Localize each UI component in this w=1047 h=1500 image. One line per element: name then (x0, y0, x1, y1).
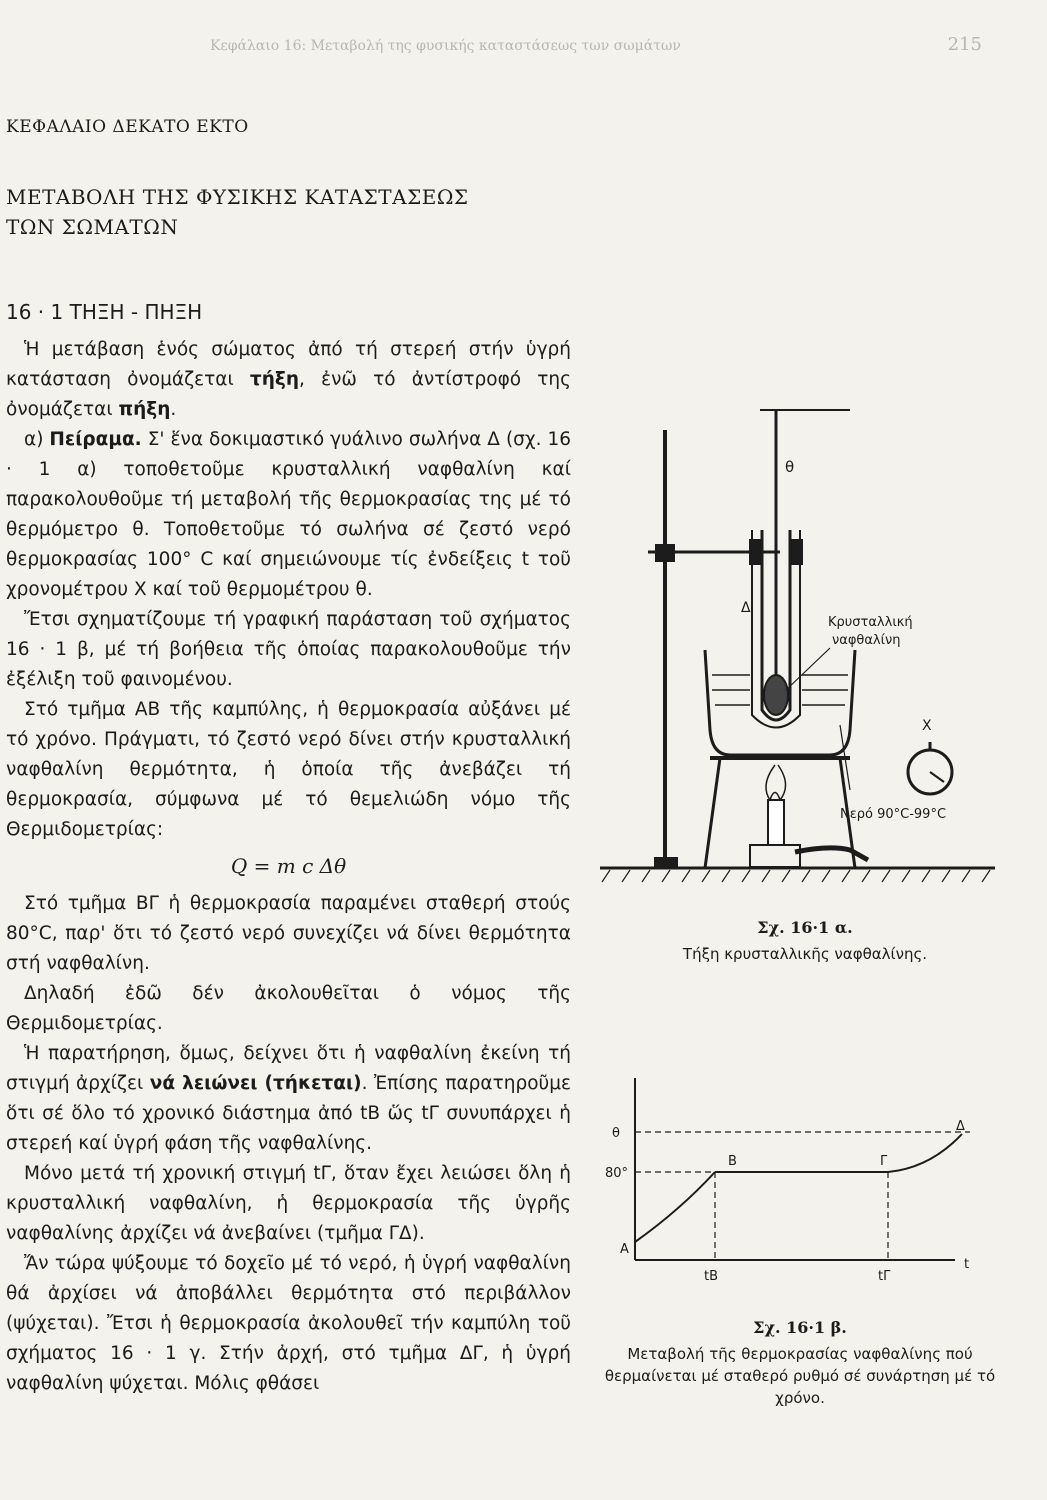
page-number: 215 (947, 34, 982, 55)
running-head: Κεφάλαιο 16: Μεταβολή της φυσικής καταστάσεως των σωμάτων (210, 38, 681, 54)
stand-base (655, 858, 677, 868)
figure-1b-caption-title: Σχ. 16·1 β. (753, 1318, 847, 1337)
label-stopwatch: Χ (922, 718, 932, 734)
figure-1a-caption-title: Σχ. 16·1 α. (757, 918, 853, 937)
term-solidification: πήξη (118, 399, 171, 420)
label-g: Γ (880, 1154, 888, 1169)
term-melts: νά λειώνει (τήκεται) (149, 1073, 362, 1094)
stopwatch-hand (930, 772, 944, 782)
gas-hose (795, 848, 868, 860)
chapter-label: ΚΕΦΑΛΑΙΟ ΔΕΚΑΤΟ ΕΚΤΟ (6, 117, 249, 137)
paragraph-cooling: Ἄν τώρα ψύξουμε τό δοχεῖο μέ τό νερό, ἡ ὑγρή ναφθαλίνη θά ἀρχίσει νά ἀποβάλλει θερμότητα στό περιβάλλον (ψύχεται). Ἔτσι ἡ θερμοκρασία ἀκολουθεῖ τήν καμπύλη τοῦ σχήματος 16 · 1 γ. Στήν ἀρχή, στό τμῆμα ΔΓ, ἡ ὑγρή ναφθαλίνη ψύχεται. Μόλις φθάσει (6, 1253, 571, 1394)
tripod-leg-left (705, 758, 720, 868)
curve-ab (635, 1172, 715, 1242)
equation-calorimetry: Q = m c Δθ (230, 854, 347, 878)
y-label-theta: θ (612, 1126, 620, 1141)
label-naphthalene-2: ναφθαλίνη (832, 633, 901, 648)
running-header (170, 34, 1000, 60)
figure-apparatus (600, 390, 1010, 900)
burner-tube (768, 800, 784, 845)
label-delta: Δ (741, 600, 751, 616)
x-label-t: t (964, 1257, 970, 1272)
figure-1b-caption (600, 1318, 1000, 1409)
leader-naphthalene (786, 648, 830, 690)
paragraph-segment-ab: Στό τμῆμα ΑΒ τῆς καμπύλης, ἡ θερμοκρασία αὐξάνει μέ τό χρόνο. Πράγματι, τό ζεστό νερό δίνει στήν κρυσταλλική ναφθαλίνη θερμότητα, ἡ ὁποία τῆς ἀνεβάζει τή θερμοκρασία, σύμφωνα μέ τό θεμελιώδη νόμο τῆς Θερμιδομετρίας: (6, 699, 571, 840)
curve-gd (888, 1134, 962, 1172)
figure-heating-curve (600, 1070, 1010, 1300)
clamp-boss (656, 545, 674, 561)
burner-base (750, 845, 800, 867)
label-naphthalene-1: Κρυσταλλική (828, 615, 913, 630)
chapter-title (6, 182, 566, 242)
figure-1a-caption (610, 918, 1000, 965)
label-b: Β (728, 1154, 737, 1169)
paragraph-segment-bg: Στό τμῆμα ΒΓ ἡ θερμοκρασία παραμένει σταθερή στούς 80°C, παρ' ὅτι τό ζεστό νερό συνεχίζει νά δίνει θερμότητα στή ναφθαλίνη. (6, 893, 571, 974)
chapter-title-line-2: ΤΩΝ ΣΩΜΑΤΩΝ (6, 215, 179, 239)
label-a: Α (620, 1242, 629, 1257)
figure-1b-caption-text: Μεταβολή τῆς θερμοκρασίας ναφθαλίνης πού θερμαίνεται μέ σταθερό ρυθμό σέ συνάρτηση μέ τό χρόνο. (604, 1345, 996, 1407)
paragraph-experiment: α) Πείραμα. Σ' ἕνα δοκιμαστικό γυάλινο σωλήνα Δ (σχ. 16 · 1 α) τοποθετοῦμε κρυσταλλική ναφθαλίνη καί παρακολουθοῦμε τή μεταβολή τῆς θερμοκρασίας της μέ τό θερμόμετρο θ. Τοποθετοῦμε τό σωλήνα σέ ζεστό νερό θερμοκρασίας 100° C καί σημειώνουμε τίς ἐνδείξεις t τοῦ χρονομέτρου Χ καί τοῦ θερμομέτρου θ. (6, 429, 571, 600)
y-tick-80: 80° (605, 1166, 629, 1181)
term-melting: τήξη (249, 369, 299, 390)
paragraph-law-not-followed: Δηλαδή ἐδῶ δέν ἀκολουθεῖται ὁ νόμος τῆς Θερμιδομετρίας. (6, 983, 571, 1034)
paragraph-segment-gd: Μόνο μετά τή χρονική στιγμή tΓ, ὅταν ἔχει λειώσει ὅλη ἡ κρυσταλλική ναφθαλίνη, ἡ θερμοκρασία τῆς ὑγρῆς ναφθαλίνης ἀρχίζει νά ἀνεβαίνει (τμῆμα ΓΔ). (6, 1163, 571, 1244)
paragraph-melting: Ἡ παρατήρηση, ὅμως, δείχνει ὅτι ἡ ναφθαλίνη ἐκείνη τή στιγμή ἀρχίζει νά λειώνει (τήκεται). Ἐπίσης παρατηροῦμε ὅτι σέ ὅλο τό χρονικό διάστημα ἀπό tΒ ὥς tΓ συνυπάρχει ἡ στερεή καί ὑγρή φάση τῆς ναφθαλίνης. (6, 1043, 571, 1154)
label-theta: θ (785, 458, 795, 476)
label-water: Νερό 90°C-99°C (840, 807, 947, 822)
body-text (6, 335, 571, 1399)
flame (766, 765, 786, 800)
chapter-title-line-1: ΜΕΤΑΒΟΛΗ ΤΗΣ ΦΥΣΙΚΗΣ ΚΑΤΑΣΤΑΣΕΩΣ (6, 185, 469, 209)
x-tick-tg: tΓ (878, 1269, 891, 1284)
term-experiment: Πείραμα. (49, 429, 142, 450)
paragraph-definition: Ἡ μετάβαση ἑνός σώματος ἀπό τή στερεή στήν ὑγρή κατάσταση ὀνομάζεται τήξη, ἐνῶ τό ἀντίστροφό της ὀνομάζεται πήξη. (6, 339, 572, 420)
figure-1a-caption-text: Τήξη κρυσταλλικῆς ναφθαλίνης. (682, 945, 928, 963)
paragraph-graph: Ἔτσι σχηματίζουμε τή γραφική παράσταση τοῦ σχήματος 16 · 1 β, μέ τή βοήθεια τῆς ὁποίας παρακολουθοῦμε τήν ἐξέλιξη τοῦ φαινομένου. (6, 609, 571, 690)
x-tick-tb: tΒ (704, 1269, 719, 1284)
section-heading: 16 · 1 ΤΗΞΗ - ΠΗΞΗ (6, 300, 203, 324)
naphthalene (764, 675, 788, 715)
label-d: Δ (956, 1119, 965, 1134)
ground-hatching (602, 870, 990, 882)
